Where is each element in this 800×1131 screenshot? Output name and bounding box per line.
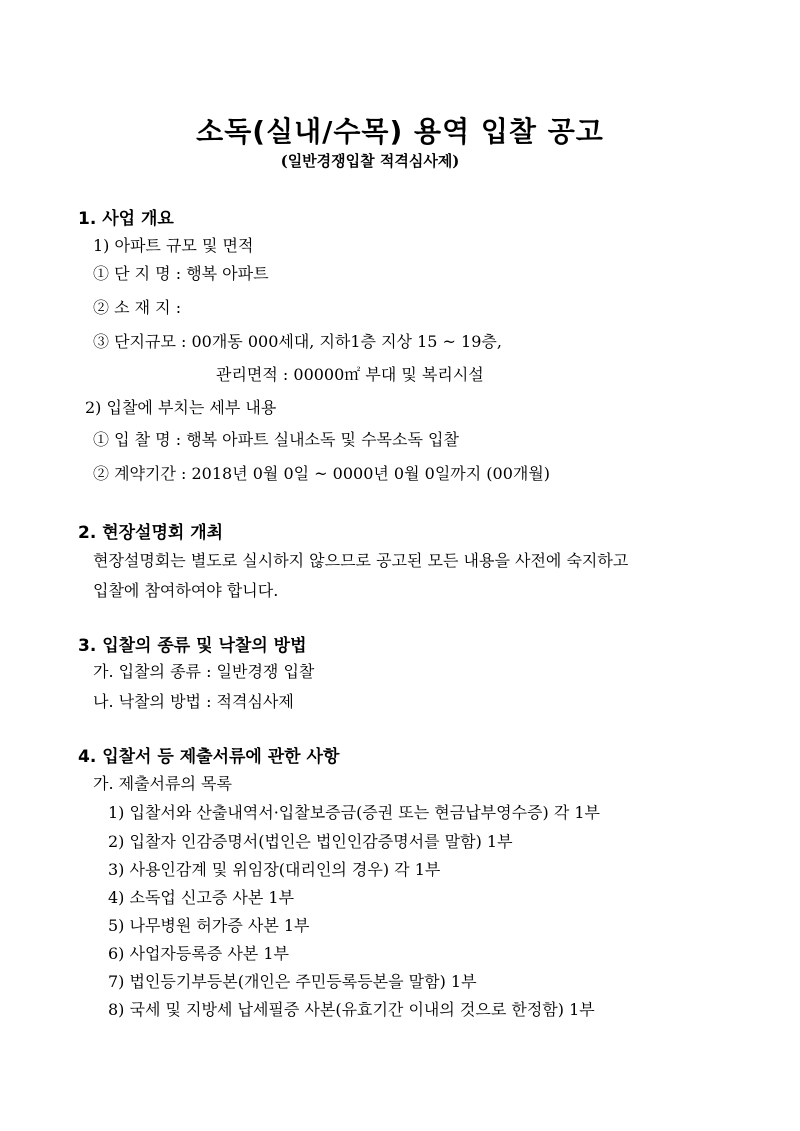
document-list-item: 7) 법인등기부등본(개인은 주민등록등본을 말함) 1부 bbox=[108, 972, 477, 991]
body-line: 가. 입찰의 종류 : 일반경쟁 입찰 bbox=[93, 662, 315, 681]
document-list-item: 8) 국세 및 지방세 납세필증 사본(유효기간 이내의 것으로 한정함) 1부 bbox=[108, 1000, 595, 1019]
body-line: 1) 아파트 규모 및 면적 bbox=[93, 236, 254, 255]
section-heading-documents: 4. 입찰서 등 제출서류에 관한 사항 bbox=[78, 747, 340, 767]
document-list-item: 5) 나무병원 허가증 사본 1부 bbox=[108, 916, 310, 935]
document-list-item: 3) 사용인감계 및 위임장(대리인의 경우) 각 1부 bbox=[108, 860, 441, 879]
document-list-item: 6) 사업자등록증 사본 1부 bbox=[108, 944, 289, 963]
body-line: 나. 낙찰의 방법 : 적격심사제 bbox=[93, 692, 294, 711]
section-heading-briefing: 2. 현장설명회 개최 bbox=[78, 523, 224, 543]
body-line: ① 입 찰 명 : 행복 아파트 실내소독 및 수목소독 입찰 bbox=[93, 430, 459, 449]
body-line: 현장설명회는 별도로 실시하지 않으므로 공고된 모든 내용을 사전에 숙지하고 bbox=[93, 551, 629, 570]
document-title: 소독(실내/수목) 용역 입찰 공고 bbox=[196, 115, 604, 148]
body-line: ② 계약기간 : 2018년 0월 0일 ~ 0000년 0월 0일까지 (00개월) bbox=[93, 464, 551, 483]
body-line: ① 단 지 명 : 행복 아파트 bbox=[93, 264, 269, 283]
body-line: ③ 단지규모 : 00개동 000세대, 지하1층 지상 15 ~ 19층, bbox=[93, 332, 502, 351]
body-line: 2) 입찰에 부치는 세부 내용 bbox=[85, 398, 277, 417]
body-line: ② 소 재 지 : bbox=[93, 298, 182, 317]
document-list-item: 1) 입찰서와 산출내역서·입찰보증금(증권 또는 현금납부영수증) 각 1부 bbox=[108, 803, 601, 822]
section-heading-overview: 1. 사업 개요 bbox=[78, 209, 174, 229]
body-line: 관리면적 : 00000㎡ 부대 및 복리시설 bbox=[216, 365, 484, 384]
body-line: 가. 제출서류의 목록 bbox=[93, 774, 232, 793]
document-list-item: 2) 입찰자 인감증명서(법인은 법인인감증명서를 말함) 1부 bbox=[108, 832, 513, 851]
document-list-item: 4) 소독업 신고증 사본 1부 bbox=[108, 888, 295, 907]
section-heading-bid-type: 3. 입찰의 종류 및 낙찰의 방법 bbox=[78, 636, 307, 656]
document-subtitle: (일반경쟁입찰 적격심사제) bbox=[280, 152, 460, 170]
body-line: 입찰에 참여하여야 합니다. bbox=[93, 581, 279, 600]
